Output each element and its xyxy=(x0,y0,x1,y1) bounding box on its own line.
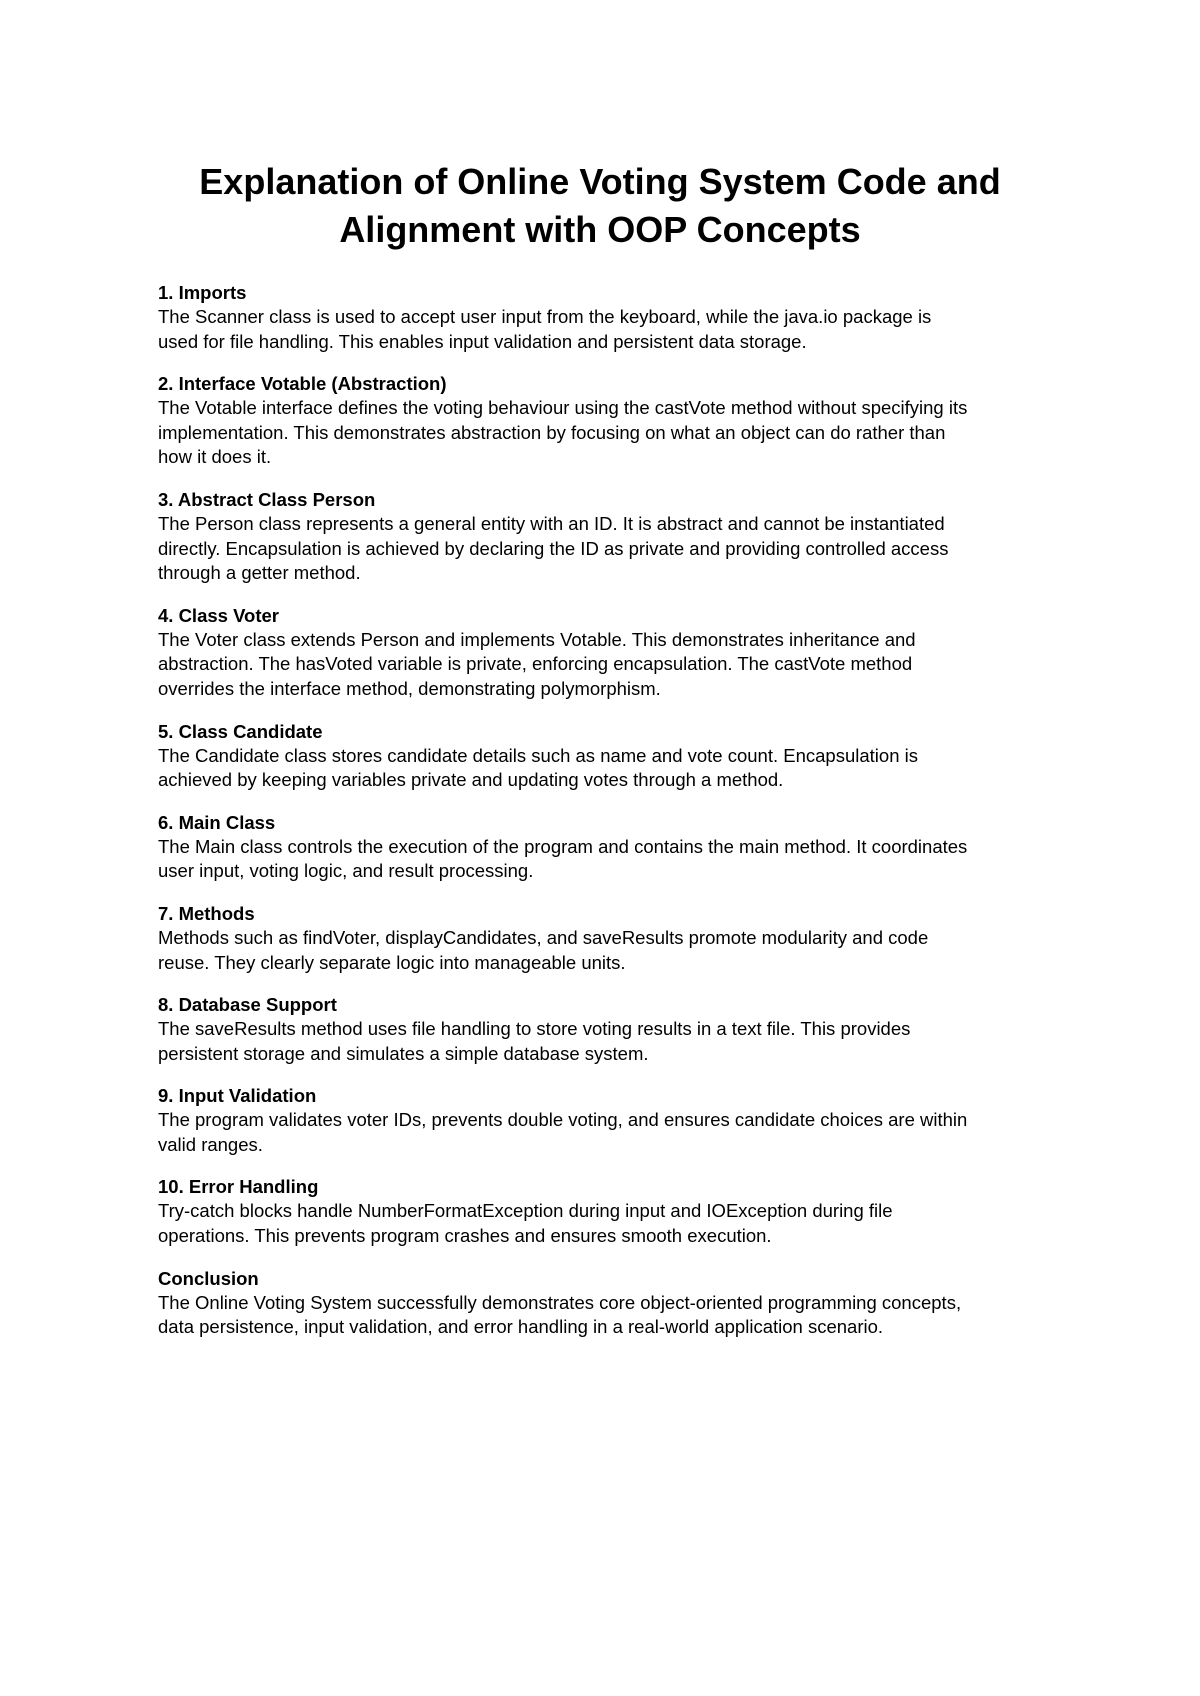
section-heading: 8. Database Support xyxy=(158,994,337,1016)
section-heading: 9. Input Validation xyxy=(158,1085,317,1107)
section-error-handling xyxy=(158,1174,1058,1248)
section-imports xyxy=(158,280,1058,354)
section-heading: 5. Class Candidate xyxy=(158,720,323,742)
section-body: The Scanner class is used to accept user input from the keyboard, while the java.io package is used for file handling. This enables input validation and persistent data storage. xyxy=(158,306,932,352)
section-main-class xyxy=(158,810,1058,884)
section-heading: 6. Main Class xyxy=(158,811,276,833)
section-interface-votable xyxy=(158,371,1058,470)
section-conclusion xyxy=(158,1266,1058,1340)
section-body: Methods such as findVoter, displayCandidates, and saveResults promote modularity and code reuse. They clearly separate logic into manageable units. xyxy=(158,926,929,973)
section-body: Try-catch blocks handle NumberFormatException during input and IOException during file operations. This prevents program crashes and ensures smooth execution. xyxy=(158,1200,893,1247)
section-methods xyxy=(158,901,1058,975)
section-heading: 10. Error Handling xyxy=(158,1176,319,1198)
section-body: The Main class controls the execution of the program and contains the main method. It coordinates user input, voting logic, and result processing. xyxy=(158,835,968,882)
section-abstract-class-person xyxy=(158,487,1058,586)
section-heading: 7. Methods xyxy=(158,902,255,924)
section-body: The Votable interface defines the voting behaviour using the castVote method without specifying its implementation. This demonstrates abstraction by focusing on what an object can do rather than how it does it. xyxy=(158,397,968,468)
section-input-validation xyxy=(158,1083,1058,1157)
section-body: The saveResults method uses file handling to store voting results in a text file. This provides persistent storage and simulates a simple database system. xyxy=(158,1018,911,1064)
section-heading: 3. Abstract Class Person xyxy=(158,488,376,510)
section-heading: Conclusion xyxy=(158,1267,259,1289)
section-body: The Person class represents a general entity with an ID. It is abstract and cannot be instantiated directly. Encapsulation is achieved by declaring the ID as private and providing controlled access through a getter method. xyxy=(158,512,949,584)
section-body: The Online Voting System successfully demonstrates core object-oriented programming concepts, data persistence, input validation, and error handling in a real-world application scenario. xyxy=(158,1291,962,1338)
section-class-candidate xyxy=(158,719,1058,793)
document-content xyxy=(158,280,1058,1357)
section-class-voter xyxy=(158,603,1058,702)
section-body: The Candidate class stores candidate details such as name and vote count. Encapsulation is achieved by keeping variables private and updating votes through a method. xyxy=(158,744,918,791)
section-heading: 2. Interface Votable (Abstraction) xyxy=(158,373,447,395)
section-body: The program validates voter IDs, prevents double voting, and ensures candidate choices are within valid ranges. xyxy=(158,1109,968,1155)
document-title: Explanation of Online Voting System Code and Alignment with OOP Concepts xyxy=(199,161,1001,250)
section-database-support xyxy=(158,992,1058,1066)
section-heading: 4. Class Voter xyxy=(158,604,279,626)
section-body: The Voter class extends Person and implements Votable. This demonstrates inheritance and abstraction. The hasVoted variable is private, enforcing encapsulation. The castVote method overrides the interface method, demonstrating polymorphism. xyxy=(158,628,916,699)
section-heading: 1. Imports xyxy=(158,282,247,303)
